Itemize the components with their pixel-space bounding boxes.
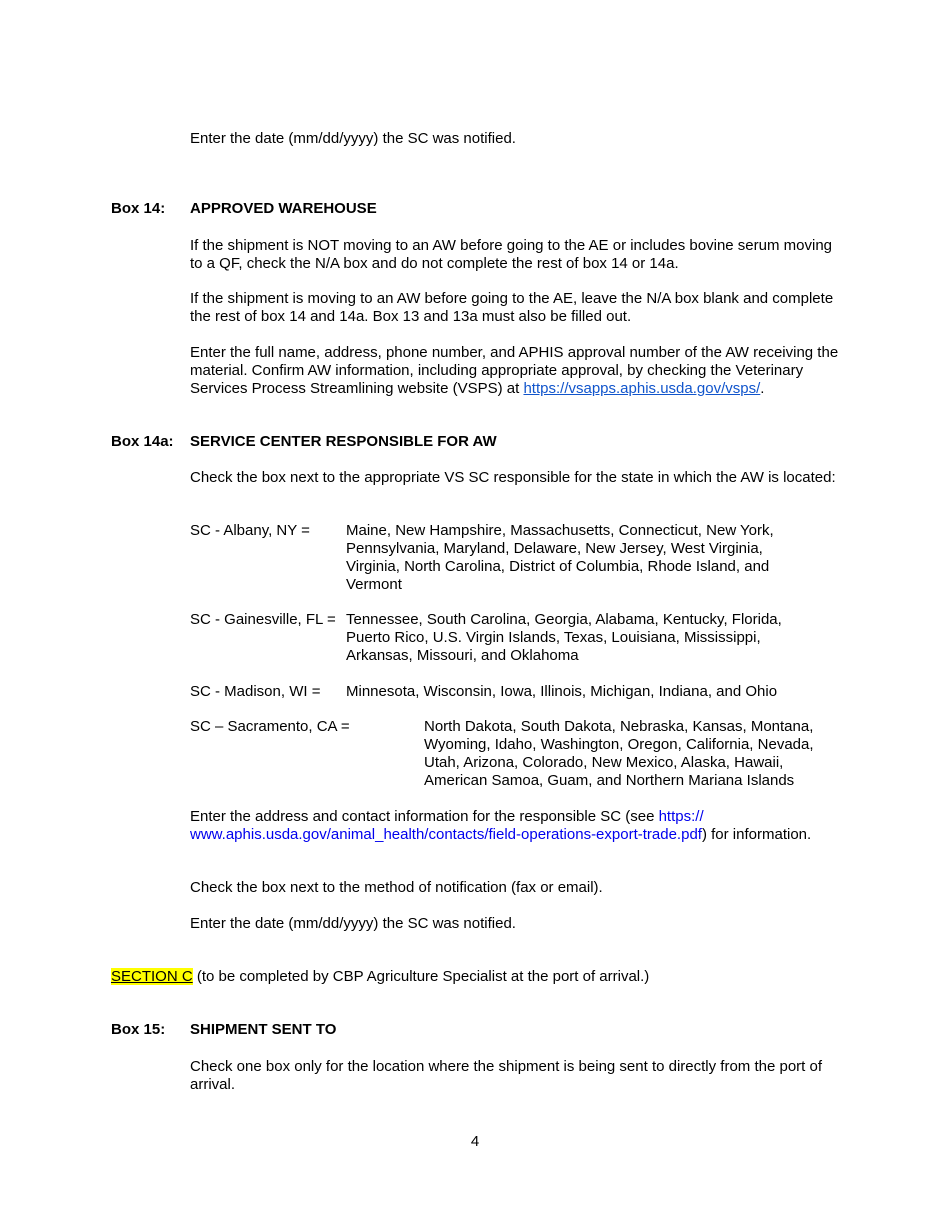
vsps-link[interactable]: https://vsapps.aphis.usda.gov/vsps/	[523, 380, 761, 397]
sc-states: Tennessee, South Carolina, Georgia, Alabama, Kentucky, Florida, Puerto Rico, U.S. Virgin Islands, Texas, Louisiana, Mississippi, Arkansas, Missouri, and Oklahoma	[346, 611, 782, 664]
box15-label: Box 15:	[111, 1021, 166, 1038]
box14-label: Box 14:	[111, 200, 166, 217]
box14-para3	[190, 344, 845, 398]
notification-method-instruction: Check the box next to the method of notification (fax or email).	[190, 879, 603, 896]
box14a-title: SERVICE CENTER RESPONSIBLE FOR AW	[190, 433, 497, 450]
sc-states: North Dakota, South Dakota, Nebraska, Kansas, Montana, Wyoming, Idaho, Washington, Oregon, California, Nevada, Utah, Arizona, Colorado, New Mexico, Alaska, Hawaii, American Samoa, Guam, and Northern Mariana Islands	[424, 718, 814, 789]
section-c-label: SECTION C	[111, 968, 193, 985]
box14-para3-text: Enter the full name, address, phone number, and APHIS approval number of the AW receiving the material. Confirm AW information, including appropriate approval, by checking the Veterinary Services Process Streamlining website (VSPS) at	[190, 344, 839, 397]
sc-label: SC – Sacramento, CA =	[190, 718, 350, 735]
box15-para: Check one box only for the location where the shipment is being sent to directly from the port of arrival.	[190, 1058, 823, 1093]
sc-address-end: ) for information.	[701, 826, 812, 843]
section-c-line	[111, 968, 851, 986]
box15-title: SHIPMENT SENT TO	[190, 1021, 337, 1038]
sc-label: SC - Albany, NY =	[190, 522, 310, 539]
sc-address-text: Enter the address and contact information for the responsible SC (see	[190, 808, 655, 825]
box14-para3-end: .	[760, 380, 765, 397]
box14-para2: If the shipment is moving to an AW before going to the AE, leave the N/A box blank and complete the rest of box 14 and 14a. Box 13 and 13a must also be filled out.	[190, 290, 834, 325]
sc-states: Maine, New Hampshire, Massachusetts, Connecticut, New York, Pennsylvania, Maryland, Delaware, New Jersey, West Virginia, Virginia, North Carolina, District of Columbia, Rhode Island, and Vermont	[346, 522, 774, 593]
box14-para1: If the shipment is NOT moving to an AW before going to the AE or includes bovine serum moving to a QF, check the N/A box and do not complete the rest of box 14 or 14a.	[190, 237, 832, 272]
box14-title: APPROVED WAREHOUSE	[190, 200, 377, 217]
date-instruction: Enter the date (mm/dd/yyyy) the SC was notified.	[190, 915, 516, 932]
sc-states: Minnesota, Wisconsin, Iowa, Illinois, Michigan, Indiana, and Ohio	[346, 683, 778, 700]
section-c-text: (to be completed by CBP Agriculture Specialist at the port of arrival.)	[192, 968, 650, 985]
date-instruction-top: Enter the date (mm/dd/yyyy) the SC was notified.	[190, 130, 516, 147]
sc-label: SC - Madison, WI =	[190, 683, 321, 700]
box14a-label: Box 14a:	[111, 433, 174, 450]
page-number: 4	[470, 1133, 480, 1150]
box14a-intro: Check the box next to the appropriate VS SC responsible for the state in which the AW is located:	[190, 469, 836, 486]
sc-label: SC - Gainesville, FL =	[190, 611, 336, 628]
sc-address-instruction	[190, 808, 845, 844]
field-operations-link[interactable]: https:// www.aphis.usda.gov/animal_health/contacts/field-operations-export-trade.pdf	[190, 808, 704, 843]
